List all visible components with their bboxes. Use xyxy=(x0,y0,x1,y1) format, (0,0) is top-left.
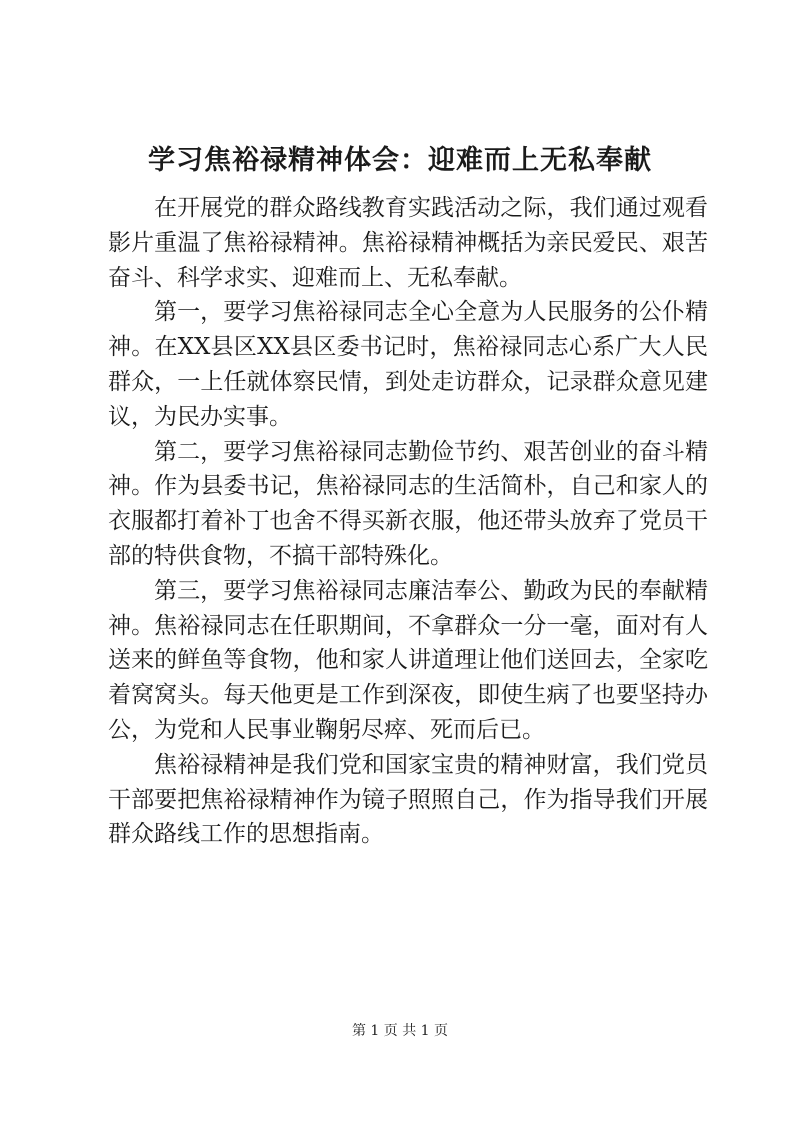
paragraph-first-point: 第一，要学习焦裕禄同志全心全意为人民服务的公仆精神。在XX县区XX县区委书记时，焦裕禄同志心系广大人民群众，一上任就体察民情，到处走访群众，记录群众意见建议，为民办实事。 xyxy=(108,299,708,430)
paragraph-intro: 在开展党的群众路线教育实践活动之际，我们通过观看影片重温了焦裕禄精神。焦裕禄精神概括为亲民爱民、艰苦奋斗、科学求实、迎难而上、无私奉献。 xyxy=(108,195,708,291)
paragraph-third-point: 第三，要学习焦裕禄同志廉洁奉公、勤政为民的奉献精神。焦裕禄同志在任职期间，不拿群众一分一毫，面对有人送来的鲜鱼等食物，他和家人讲道理让他们送回去，全家吃着窝窝头。每天他更是工作到深夜，即使生病了也要坚持办公，为党和人民事业鞠躬尽瘁、死而后已。 xyxy=(108,577,708,743)
page-number-footer: 第 1 页 共 1 页 xyxy=(351,1023,449,1039)
document-body xyxy=(108,191,708,852)
paragraph-conclusion: 焦裕禄精神是我们党和国家宝贵的精神财富，我们党员干部要把焦裕禄精神作为镜子照照自己，作为指导我们开展群众路线工作的思想指南。 xyxy=(108,751,708,848)
paragraph-second-point: 第二，要学习焦裕禄同志勤俭节约、艰苦创业的奋斗精神。作为县委书记，焦裕禄同志的生活简朴，自己和家人的衣服都打着补丁也舍不得买新衣服，他还带头放弃了党员干部的特供食物，不搞干部特殊化。 xyxy=(108,438,708,569)
document-title: 学习焦裕禄精神体会：迎难而上无私奉献 xyxy=(148,145,652,176)
